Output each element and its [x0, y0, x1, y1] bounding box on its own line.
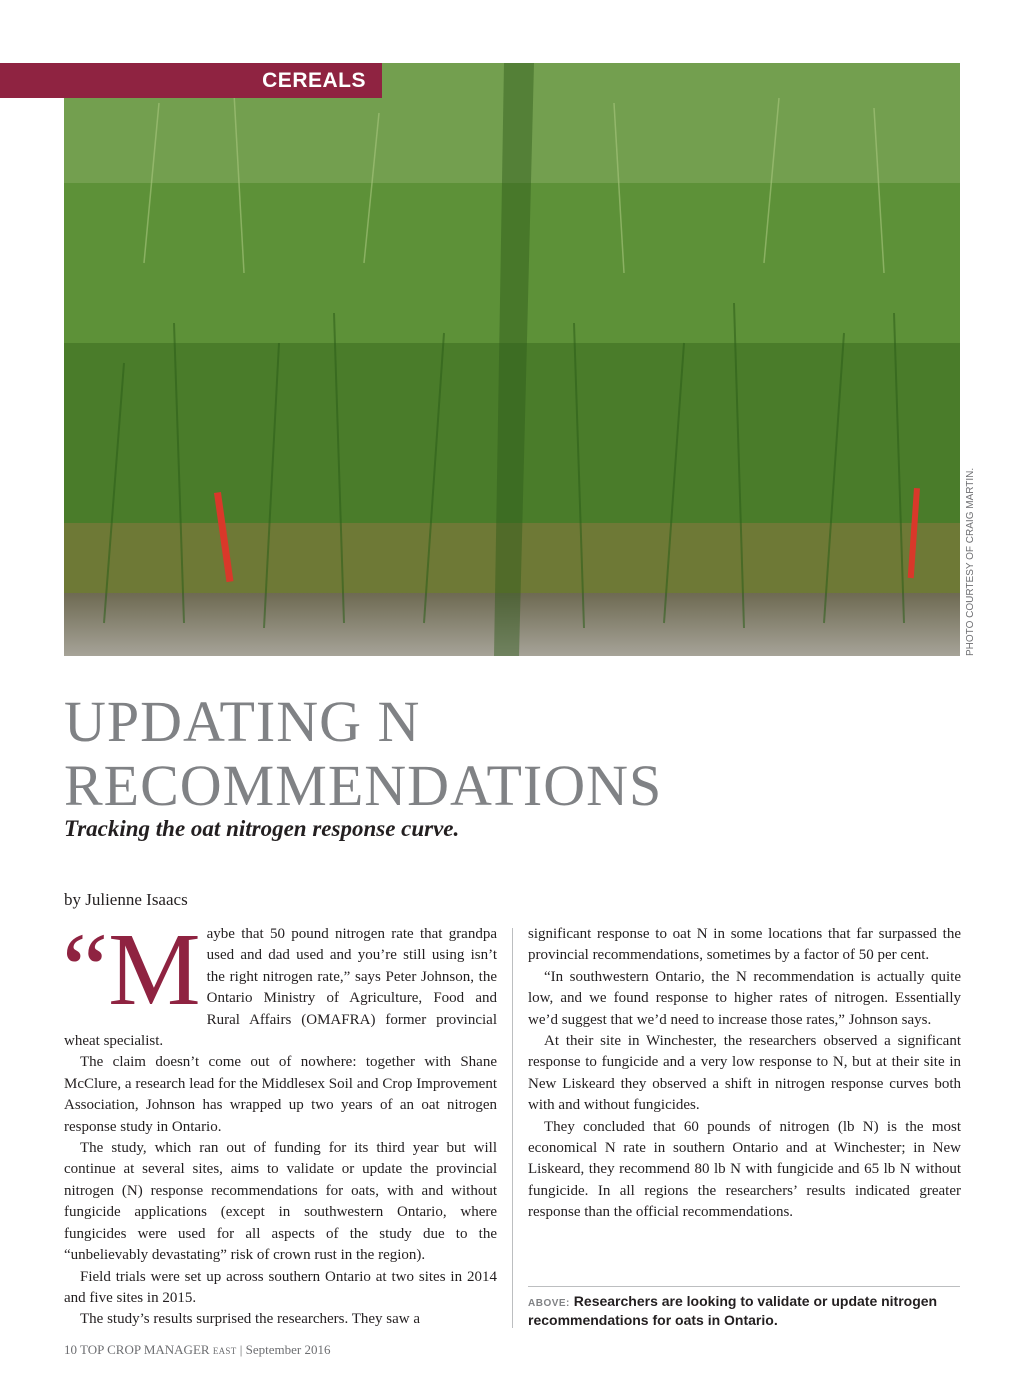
article-paragraph: At their site in Winchester, the researchers observed a significant response to fungicide and a very low response to N, but at their site in New Liskeard they observed a shift in nitrogen response curves both with and without fungicides. — [528, 1033, 961, 1114]
paragraph-text: aybe that 50 pound nitrogen rate that grandpa used and dad used and you’re still using isn’t the right nitrogen rate,” says Peter Johnson, the Ontario Ministry of Agriculture, Food and Rural Affairs (OMAFRA) former provincial wheat specialist. — [64, 926, 497, 1050]
headline — [64, 690, 964, 818]
headline-line-2: RECOMMENDATIONS — [64, 753, 663, 818]
footer-separator: | — [239, 1342, 243, 1357]
section-tag: CEREALS — [0, 63, 382, 98]
caption-text: Researchers are looking to validate or update nitrogen recommendations for oats in Ontario. — [528, 1293, 938, 1328]
headline-line-1: UPDATING N — [64, 689, 421, 754]
article-paragraph: The claim doesn’t come out of nowhere: together with Shane McClure, a research lead for the Middlesex Soil and Crop Improvement Association, Johnson has wrapped up two years of an oat nitrogen response study in Ontario. — [64, 1054, 497, 1135]
byline: by Julienne Isaacs — [64, 890, 188, 909]
subtitle: Tracking the oat nitrogen response curve. — [64, 816, 460, 841]
article-paragraph — [62, 912, 497, 1052]
page-number: 10 — [64, 1342, 77, 1357]
column-divider — [512, 928, 513, 1328]
article-paragraph: significant response to oat N in some locations that far surpassed the provincial recommendations, sometimes by a factor of 50 per cent. — [528, 926, 961, 964]
article-column-right — [528, 924, 961, 1224]
article-paragraph: Field trials were set up across southern Ontario at two sites in 2014 and five sites in 2015. — [64, 1268, 497, 1306]
article-paragraph: The study, which ran out of funding for its third year but will continue at several sites, aims to validate or update the provincial nitrogen (N) response recommendations for oats, with and without fungicide applications (except in southwestern Ontario, where fungicides were used for all aspects of the study due to the “unbelievably devastating” risk of crown rust in the region). — [64, 1140, 497, 1264]
issue-date: September 2016 — [245, 1342, 331, 1357]
article-paragraph: “In southwestern Ontario, the N recommendation is actually quite low, and we found response to higher rates of nitrogen. Essentially we’d suggest that we’d need to increase those rates,” Johnson says. — [528, 968, 961, 1028]
caption-lead: ABOVE: — [528, 1298, 570, 1309]
caption-divider — [528, 1286, 960, 1287]
article-paragraph: The study’s results surprised the researchers. They saw a — [80, 1311, 421, 1328]
magazine-edition: EAST — [212, 1346, 237, 1356]
drop-cap: “M — [62, 912, 201, 1027]
oat-field-illustration — [64, 63, 960, 656]
photo-caption — [528, 1293, 960, 1329]
photo-credit: PHOTO COURTESY OF CRAIG MARTIN. — [965, 467, 976, 656]
page-footer — [64, 1342, 330, 1358]
magazine-name: TOP CROP MANAGER — [80, 1342, 210, 1357]
oat-field-photo — [64, 63, 960, 656]
article-paragraph: They concluded that 60 pounds of nitrogen (lb N) is the most economical N rate in southern Ontario and at Winchester; in New Liskeard, they recommend 80 lb N with fungicide and 65 lb N without fungicide. In all regions the researchers’ results indicated greater response than the official recommendations. — [528, 1118, 961, 1221]
article-column-left — [62, 912, 497, 1331]
